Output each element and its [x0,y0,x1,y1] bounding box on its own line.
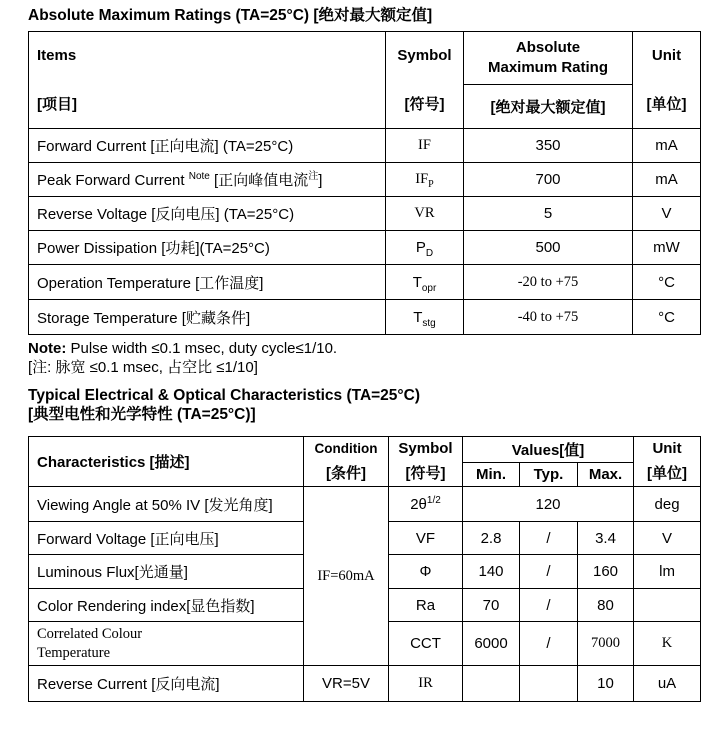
tc-header-typ: Typ. [520,462,578,487]
tc-condition-reverse-cell: VR=5V [304,666,389,702]
amr-item-operation-temperature: Operation Temperature [工作温度] [29,265,386,300]
amr-header-unit-en: Unit [651,46,682,64]
amr-symbol-cell: $IF_P$ [386,163,464,197]
amr-value-cell: -40 to +75 [464,300,633,335]
tc-header-row-1 [29,437,701,463]
amr-header-rating-cn: [绝对最大额定值] [464,84,633,128]
amr-header-symbol-en: Symbol [397,46,452,64]
amr-header-unit-cn: [单位] [646,95,687,113]
tc-unit-cell: uA [634,666,701,702]
tc-header-condition-en: Condition [314,441,378,457]
amr-header-rating-en [464,32,633,85]
tc-min-cell: 70 [463,589,520,622]
tc-header-values: Values[值] [463,437,634,463]
amr-unit-cell: V [633,197,701,231]
amr-header-rating-line1: Absolute [515,38,581,56]
table-row [29,265,701,300]
tc-merged-value-cell: 120 [463,487,634,522]
tc-typ-cell: / [520,555,578,589]
abs-max-ratings-title: Absolute Maximum Ratings (TA=25°C) [绝对最大额定值] [28,7,433,24]
typical-characteristics-title-cn: [典型电性和光学特性 (TA=25°C)] [28,406,256,423]
amr-header-items-cn: [项目] [37,95,77,113]
tc-symbol-cell: $2\theta^{1/2}$ [389,487,463,522]
tc-header-max: Max. [578,462,634,487]
amr-item-reverse-voltage: Reverse Voltage [反向电压] (TA=25°C) [29,197,386,231]
tc-unit-cell [634,589,701,622]
note-en: Note: Pulse width ≤0.1 msec, duty cycle≤1/10. [28,340,338,357]
tc-header-unit-cn: [单位] [647,464,688,482]
tc-char-luminous-flux: Luminous Flux[光通量] [29,555,304,589]
tc-max-cell: 3.4 [578,522,634,555]
tc-symbol-cell: VF [389,522,463,555]
amr-header-symbol-cn: [符号] [404,95,445,113]
tc-char-forward-voltage: Forward Voltage [正向电压] [29,522,304,555]
tc-char-correlated-colour-temperature: Correlated Colour Temperature [29,622,304,666]
tc-typ-cell: / [520,589,578,622]
tc-char-viewing-angle: Viewing Angle at 50% IV [发光角度] [29,487,304,522]
tc-symbol-cell: Ra [389,589,463,622]
tc-min-cell: 140 [463,555,520,589]
tc-char-color-rendering: Color Rendering index[显色指数] [29,589,304,622]
tc-max-cell: 10 [578,666,634,702]
tc-max-cell: 7000 [578,622,634,666]
amr-header-items [29,32,386,129]
table-row [29,487,701,522]
amr-unit-cell: °C [633,265,701,300]
tc-condition-group-cell: IF=60mA [304,487,389,666]
tc-char-reverse-current: Reverse Current [反向电流] [29,666,304,702]
tc-unit-cell: deg [634,487,701,522]
amr-unit-cell: mA [633,129,701,163]
amr-item-forward-current: Forward Current [正向电流] (TA=25°C) [29,129,386,163]
tc-symbol-cell: Φ [389,555,463,589]
tc-symbol-cell: IR [389,666,463,702]
table-row [29,163,701,197]
amr-symbol-cell: IF [386,129,464,163]
tc-header-unit-en: Unit [652,440,682,458]
amr-item-storage-temperature: Storage Temperature [贮藏条件] [29,300,386,335]
tc-typ-cell: / [520,522,578,555]
tc-symbol-cell: CCT [389,622,463,666]
tc-max-cell: 80 [578,589,634,622]
tc-typ-cell: / [520,622,578,666]
amr-header-symbol [386,32,464,129]
amr-symbol-cell: $T_{opr}$ [386,265,464,300]
tc-min-cell: 6000 [463,622,520,666]
amr-symbol-cell: $P_D$ [386,231,464,265]
amr-value-cell: 500 [464,231,633,265]
amr-symbol-cell: $T_{stg}$ [386,300,464,335]
tc-unit-cell: K [634,622,701,666]
amr-header-rating-line2: Maximum Rating [487,58,608,76]
typical-characteristics-table [28,436,701,702]
tc-header-symbol [389,437,463,487]
typical-characteristics-title-en: Typical Electrical & Optical Characteristics (TA=25°C) [28,387,420,404]
tc-header-unit [634,437,701,487]
amr-value-cell: -20 to +75 [464,265,633,300]
tc-header-condition [304,437,389,487]
tc-header-min: Min. [463,462,520,487]
tc-header-condition-cn: [条件] [326,464,366,482]
amr-unit-cell: mW [633,231,701,265]
amr-value-cell: 700 [464,163,633,197]
amr-value-cell: 5 [464,197,633,231]
note-label: Note: [28,340,67,357]
tc-unit-cell: V [634,522,701,555]
amr-header-unit [633,32,701,129]
tc-unit-cell: lm [634,555,701,589]
note-cn: [注: 脉宽 ≤0.1 msec, 占空比 ≤1/10] [28,359,258,376]
amr-header-row-1 [29,32,701,85]
amr-item-power-dissipation: Power Dissipation [功耗](TA=25°C) [29,231,386,265]
amr-value-cell: 350 [464,129,633,163]
tc-header-symbol-cn: [符号] [405,464,446,482]
tc-typ-cell [520,666,578,702]
abs-max-ratings-table [28,31,701,335]
amr-item-peak-forward-current: Peak Forward Current $^{Note}$ [正向峰值电流$^注$] [29,163,386,197]
amr-header-items-en: Items [37,46,77,64]
amr-symbol-cell: VR [386,197,464,231]
tc-min-cell [463,666,520,702]
table-row [29,129,701,163]
tc-max-cell: 160 [578,555,634,589]
table-row [29,197,701,231]
table-row [29,231,701,265]
tc-header-symbol-en: Symbol [398,440,453,458]
table-row [29,300,701,335]
tc-header-characteristics: Characteristics [描述] [29,437,304,487]
tc-min-cell: 2.8 [463,522,520,555]
amr-unit-cell: mA [633,163,701,197]
amr-unit-cell: °C [633,300,701,335]
table-row [29,666,701,702]
